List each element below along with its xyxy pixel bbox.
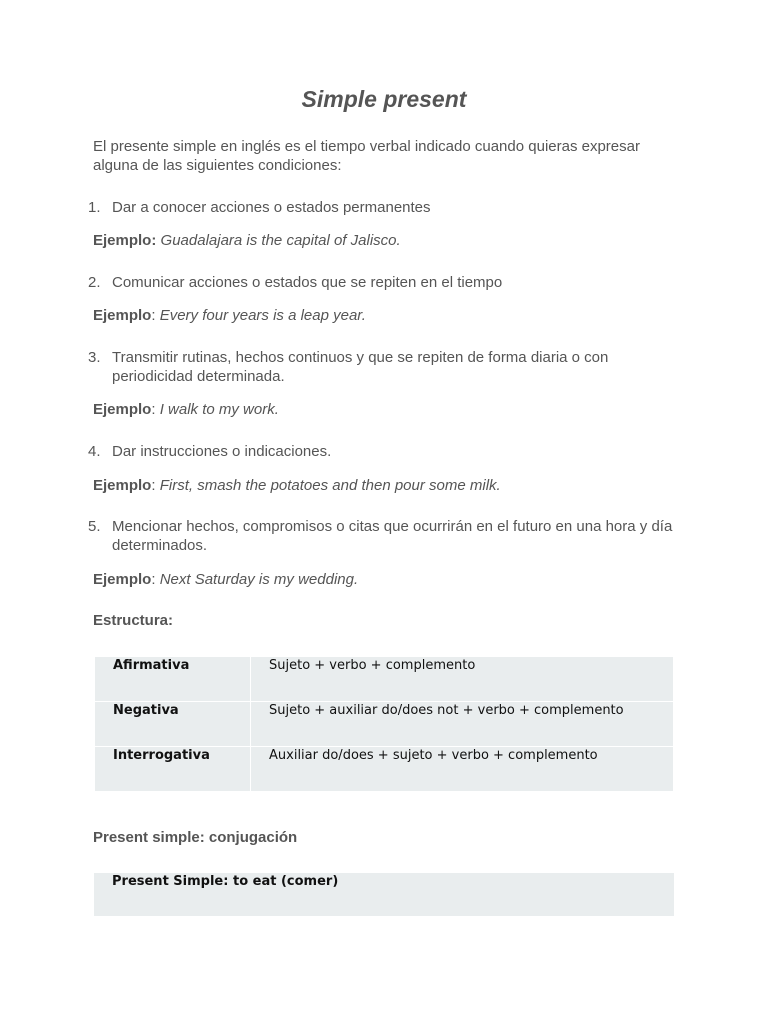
table-row bbox=[95, 702, 674, 747]
list-item-2 bbox=[88, 273, 673, 292]
list-number: 5. bbox=[88, 518, 101, 535]
list-number: 1. bbox=[88, 199, 101, 216]
example-label-suffix: : bbox=[151, 477, 156, 494]
example-sentence: Every four years is a leap year. bbox=[159, 307, 366, 324]
example-4 bbox=[93, 476, 673, 495]
formula-cell bbox=[251, 657, 674, 702]
sentence-type-cell bbox=[95, 747, 251, 792]
list-item-1 bbox=[88, 198, 673, 217]
example-label-suffix: : bbox=[151, 307, 156, 324]
list-text: Dar a conocer acciones o estados permanentes bbox=[112, 199, 431, 216]
example-label: Ejemplo bbox=[93, 307, 152, 324]
list-text: Mencionar hechos, compromisos o citas que ocurrirán en el futuro en una hora y día determinados. bbox=[112, 518, 673, 554]
example-sentence: I walk to my work. bbox=[159, 401, 279, 418]
conjugation-table-header: Present Simple: to eat (comer) bbox=[112, 874, 339, 889]
table-row bbox=[95, 657, 674, 702]
sentence-type-cell bbox=[95, 657, 251, 702]
sentence-type: Afirmativa bbox=[113, 658, 190, 673]
example-sentence: First, smash the potatoes and then pour some milk. bbox=[159, 477, 501, 494]
conjugation-heading: Present simple: conjugación bbox=[93, 829, 298, 846]
list-number: 3. bbox=[88, 349, 101, 366]
example-sentence: Next Saturday is my wedding. bbox=[159, 571, 359, 588]
example-label-suffix: : bbox=[151, 401, 156, 418]
list-text: Transmitir rutinas, hechos continuos y que se repiten de forma diaria o con periodicidad determinada. bbox=[112, 349, 609, 385]
sentence-type: Interrogativa bbox=[113, 748, 210, 763]
example-label-suffix: : bbox=[151, 232, 157, 249]
example-1 bbox=[93, 231, 673, 250]
structure-table bbox=[94, 656, 674, 792]
example-label: Ejemplo bbox=[93, 571, 152, 588]
example-5 bbox=[93, 570, 673, 589]
list-number: 2. bbox=[88, 274, 101, 291]
example-3 bbox=[93, 400, 673, 419]
formula-cell bbox=[251, 702, 674, 747]
intro-paragraph: El presente simple en inglés es el tiempo verbal indicado cuando quieras expresar alguna de las siguientes condiciones: bbox=[93, 138, 640, 174]
list-text: Comunicar acciones o estados que se repiten en el tiempo bbox=[112, 274, 503, 291]
example-sentence: Guadalajara is the capital of Jalisco. bbox=[160, 232, 401, 249]
example-label: Ejemplo bbox=[93, 232, 152, 249]
formula: Sujeto + verbo + complemento bbox=[269, 658, 476, 673]
sentence-type: Negativa bbox=[113, 703, 179, 718]
example-label: Ejemplo bbox=[93, 477, 152, 494]
example-label-suffix: : bbox=[151, 571, 156, 588]
table-row bbox=[95, 747, 674, 792]
document-title: Simple present bbox=[301, 86, 467, 112]
example-label: Ejemplo bbox=[93, 401, 152, 418]
conjugation-table bbox=[94, 873, 674, 916]
sentence-type-cell bbox=[95, 702, 251, 747]
list-item-5 bbox=[88, 517, 673, 555]
example-2 bbox=[93, 306, 673, 325]
list-number: 4. bbox=[88, 443, 101, 460]
formula: Auxiliar do/does + sujeto + verbo + complemento bbox=[269, 748, 598, 763]
formula: Sujeto + auxiliar do/does not + verbo + complemento bbox=[269, 703, 624, 718]
formula-cell bbox=[251, 747, 674, 792]
list-text: Dar instrucciones o indicaciones. bbox=[112, 443, 332, 460]
list-item-4 bbox=[88, 442, 673, 461]
structure-heading: Estructura: bbox=[93, 612, 174, 629]
list-item-3 bbox=[88, 348, 673, 386]
